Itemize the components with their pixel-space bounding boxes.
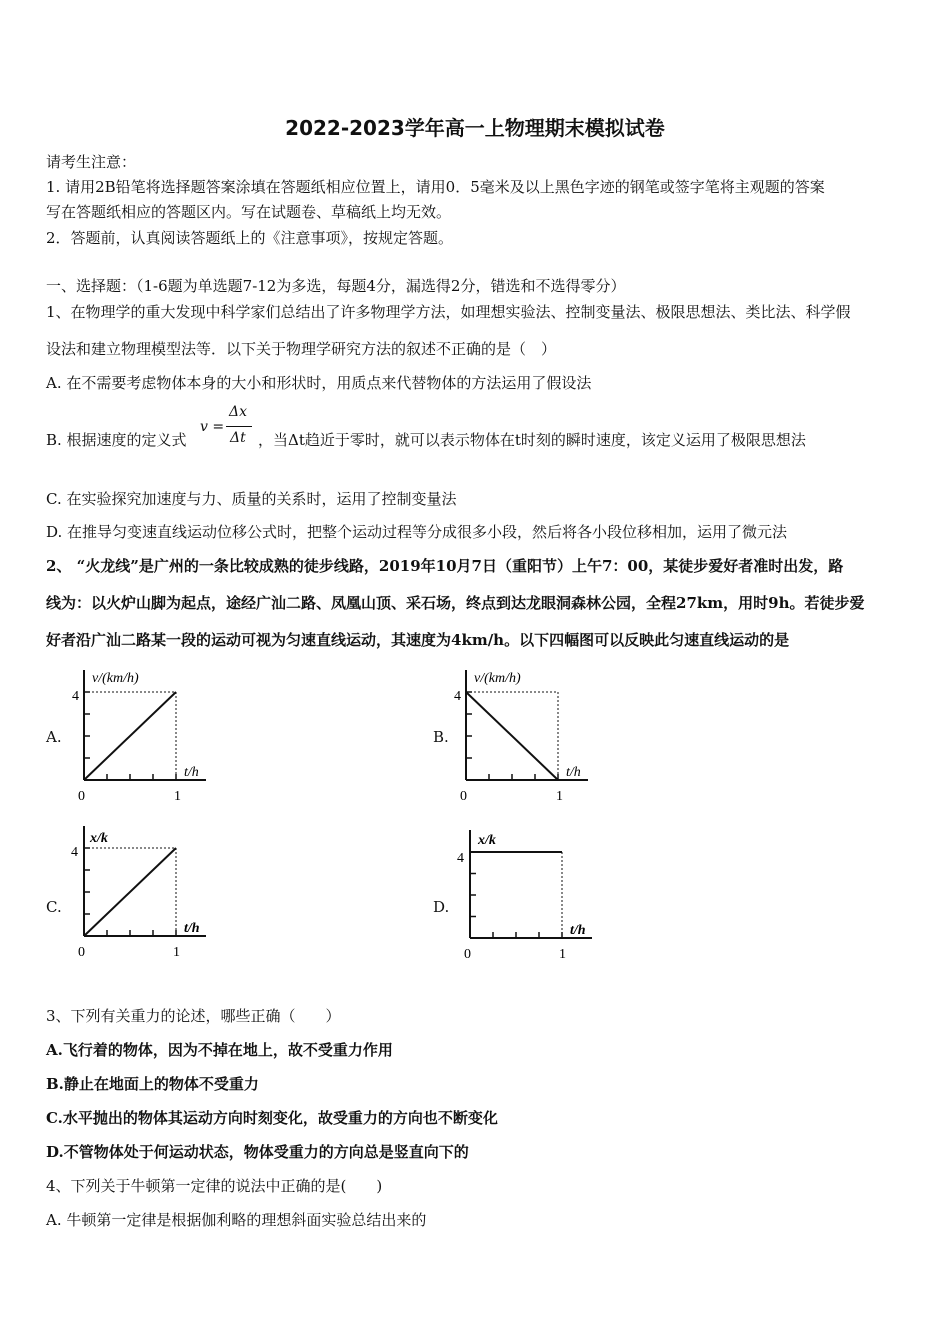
graph-c <box>66 822 226 972</box>
q2-stem-cont-1: 线为：以火炉山脚为起点，途经广汕二路、凤凰山顶、采石场，终点到达龙眼洞森林公园，全程27km，用时9h。若徒步爱 <box>46 594 865 612</box>
exam-title: 2022-2023学年高一上物理期末模拟试卷 <box>285 116 665 140</box>
fraction-denominator: Δt <box>230 430 246 446</box>
q3-option-d: D.不管物体处于何运动状态，物体受重力的方向总是竖直向下的 <box>46 1143 469 1161</box>
origin-label: 0 <box>464 947 471 962</box>
q3-stem: 3、下列有关重力的论述，哪些正确（ ） <box>46 1007 341 1025</box>
q1-option-c: C. 在实验探究加速度与力、质量的关系时，运用了控制变量法 <box>46 490 457 508</box>
q1-stem-cont: 设法和建立物理模型法等．以下关于物理学研究方法的叙述不正确的是（ ） <box>46 340 557 358</box>
origin-label: 0 <box>460 789 467 804</box>
q2-option-c-label: C. <box>46 898 62 916</box>
fraction-bar <box>226 426 252 427</box>
series-line <box>466 692 558 780</box>
graph-a <box>66 662 226 812</box>
q4-stem: 4、下列关于牛顿第一定律的说法中正确的是( ) <box>46 1177 383 1195</box>
q1-option-b-suffix: ，当Δt趋近于零时，就可以表示物体在t时刻的瞬时速度，该定义运用了极限思想法 <box>258 431 806 449</box>
q2-option-b-label: B. <box>433 728 449 746</box>
q1-option-b-prefix: B. 根据速度的定义式 <box>46 431 187 449</box>
q2-option-d-label: D. <box>433 898 450 916</box>
x-axis-label: t/h <box>566 765 581 780</box>
velocity-symbol: v = <box>200 419 225 435</box>
origin-label: 0 <box>78 789 85 804</box>
q1-option-a: A. 在不需要考虑物体本身的大小和形状时，用质点来代替物体的方法运用了假设法 <box>46 374 592 392</box>
y-tick-label: 4 <box>71 845 78 860</box>
x-tick-label: 1 <box>173 945 180 960</box>
q2-option-a-label: A. <box>46 728 62 746</box>
x-axis-label: t/h <box>184 765 199 780</box>
y-axis-label: x/k <box>478 833 496 848</box>
q4-option-a: A. 牛顿第一定律是根据伽利略的理想斜面实验总结出来的 <box>46 1211 427 1229</box>
q1-option-d: D. 在推导匀变速直线运动位移公式时，把整个运动过程等分成很多小段，然后将各小段位移相加，运用了微元法 <box>46 523 788 541</box>
y-tick-label: 4 <box>457 851 464 866</box>
series-line <box>84 848 176 936</box>
graph-b <box>448 662 608 812</box>
x-tick-label: 1 <box>556 789 563 804</box>
notice-heading: 请考生注意： <box>46 153 137 171</box>
notice-line-2: 2．答题前，认真阅读答题纸上的《注意事项》，按规定答题。 <box>46 229 454 247</box>
y-tick-label: 4 <box>72 689 79 704</box>
graph-d <box>452 824 612 974</box>
y-axis-label: v/(km/h) <box>92 671 139 686</box>
y-axis-label: v/(km/h) <box>474 671 521 686</box>
q1-stem: 1、在物理学的重大发现中科学家们总结出了许多物理学方法，如理想实验法、控制变量法、极限思想法、类比法、科学假 <box>46 303 851 321</box>
x-axis-label: t/h <box>570 923 586 938</box>
y-axis-label: x/k <box>90 831 108 846</box>
q3-option-a: A.飞行着的物体，因为不掉在地上，故不受重力作用 <box>46 1041 393 1059</box>
q2-stem: 2、 “火龙线”是广州的一条比较成熟的徒步线路，2019年10月7日（重阳节）上午7：00，某徒步爱好者准时出发，路 <box>46 557 844 575</box>
q3-option-b: B.静止在地面上的物体不受重力 <box>46 1075 259 1093</box>
x-tick-label: 1 <box>174 789 181 804</box>
x-axis-label: t/h <box>184 921 200 936</box>
section-heading: 一、选择题：（1-6题为单选题7-12为多选，每题4分，漏选得2分，错选和不选得零分） <box>46 277 626 295</box>
q3-option-c: C.水平抛出的物体其运动方向时刻变化，故受重力的方向也不断变化 <box>46 1109 498 1127</box>
series-line <box>84 692 176 780</box>
q2-stem-cont-2: 好者沿广汕二路某一段的运动可视为匀速直线运动，其速度为4km/h。以下四幅图可以反映此匀速直线运动的是 <box>46 631 790 649</box>
x-tick-label: 1 <box>559 947 566 962</box>
fraction-numerator: Δx <box>229 404 248 420</box>
origin-label: 0 <box>78 945 85 960</box>
notice-line-1: 1. 请用2B铅笔将选择题答案涂填在答题纸相应位置上，请用0．5毫米及以上黑色字迹的钢笔或签字笔将主观题的答案 <box>46 178 825 196</box>
y-tick-label: 4 <box>454 689 461 704</box>
notice-line-1-cont: 写在答题纸相应的答题区内。写在试题卷、草稿纸上均无效。 <box>46 203 452 221</box>
